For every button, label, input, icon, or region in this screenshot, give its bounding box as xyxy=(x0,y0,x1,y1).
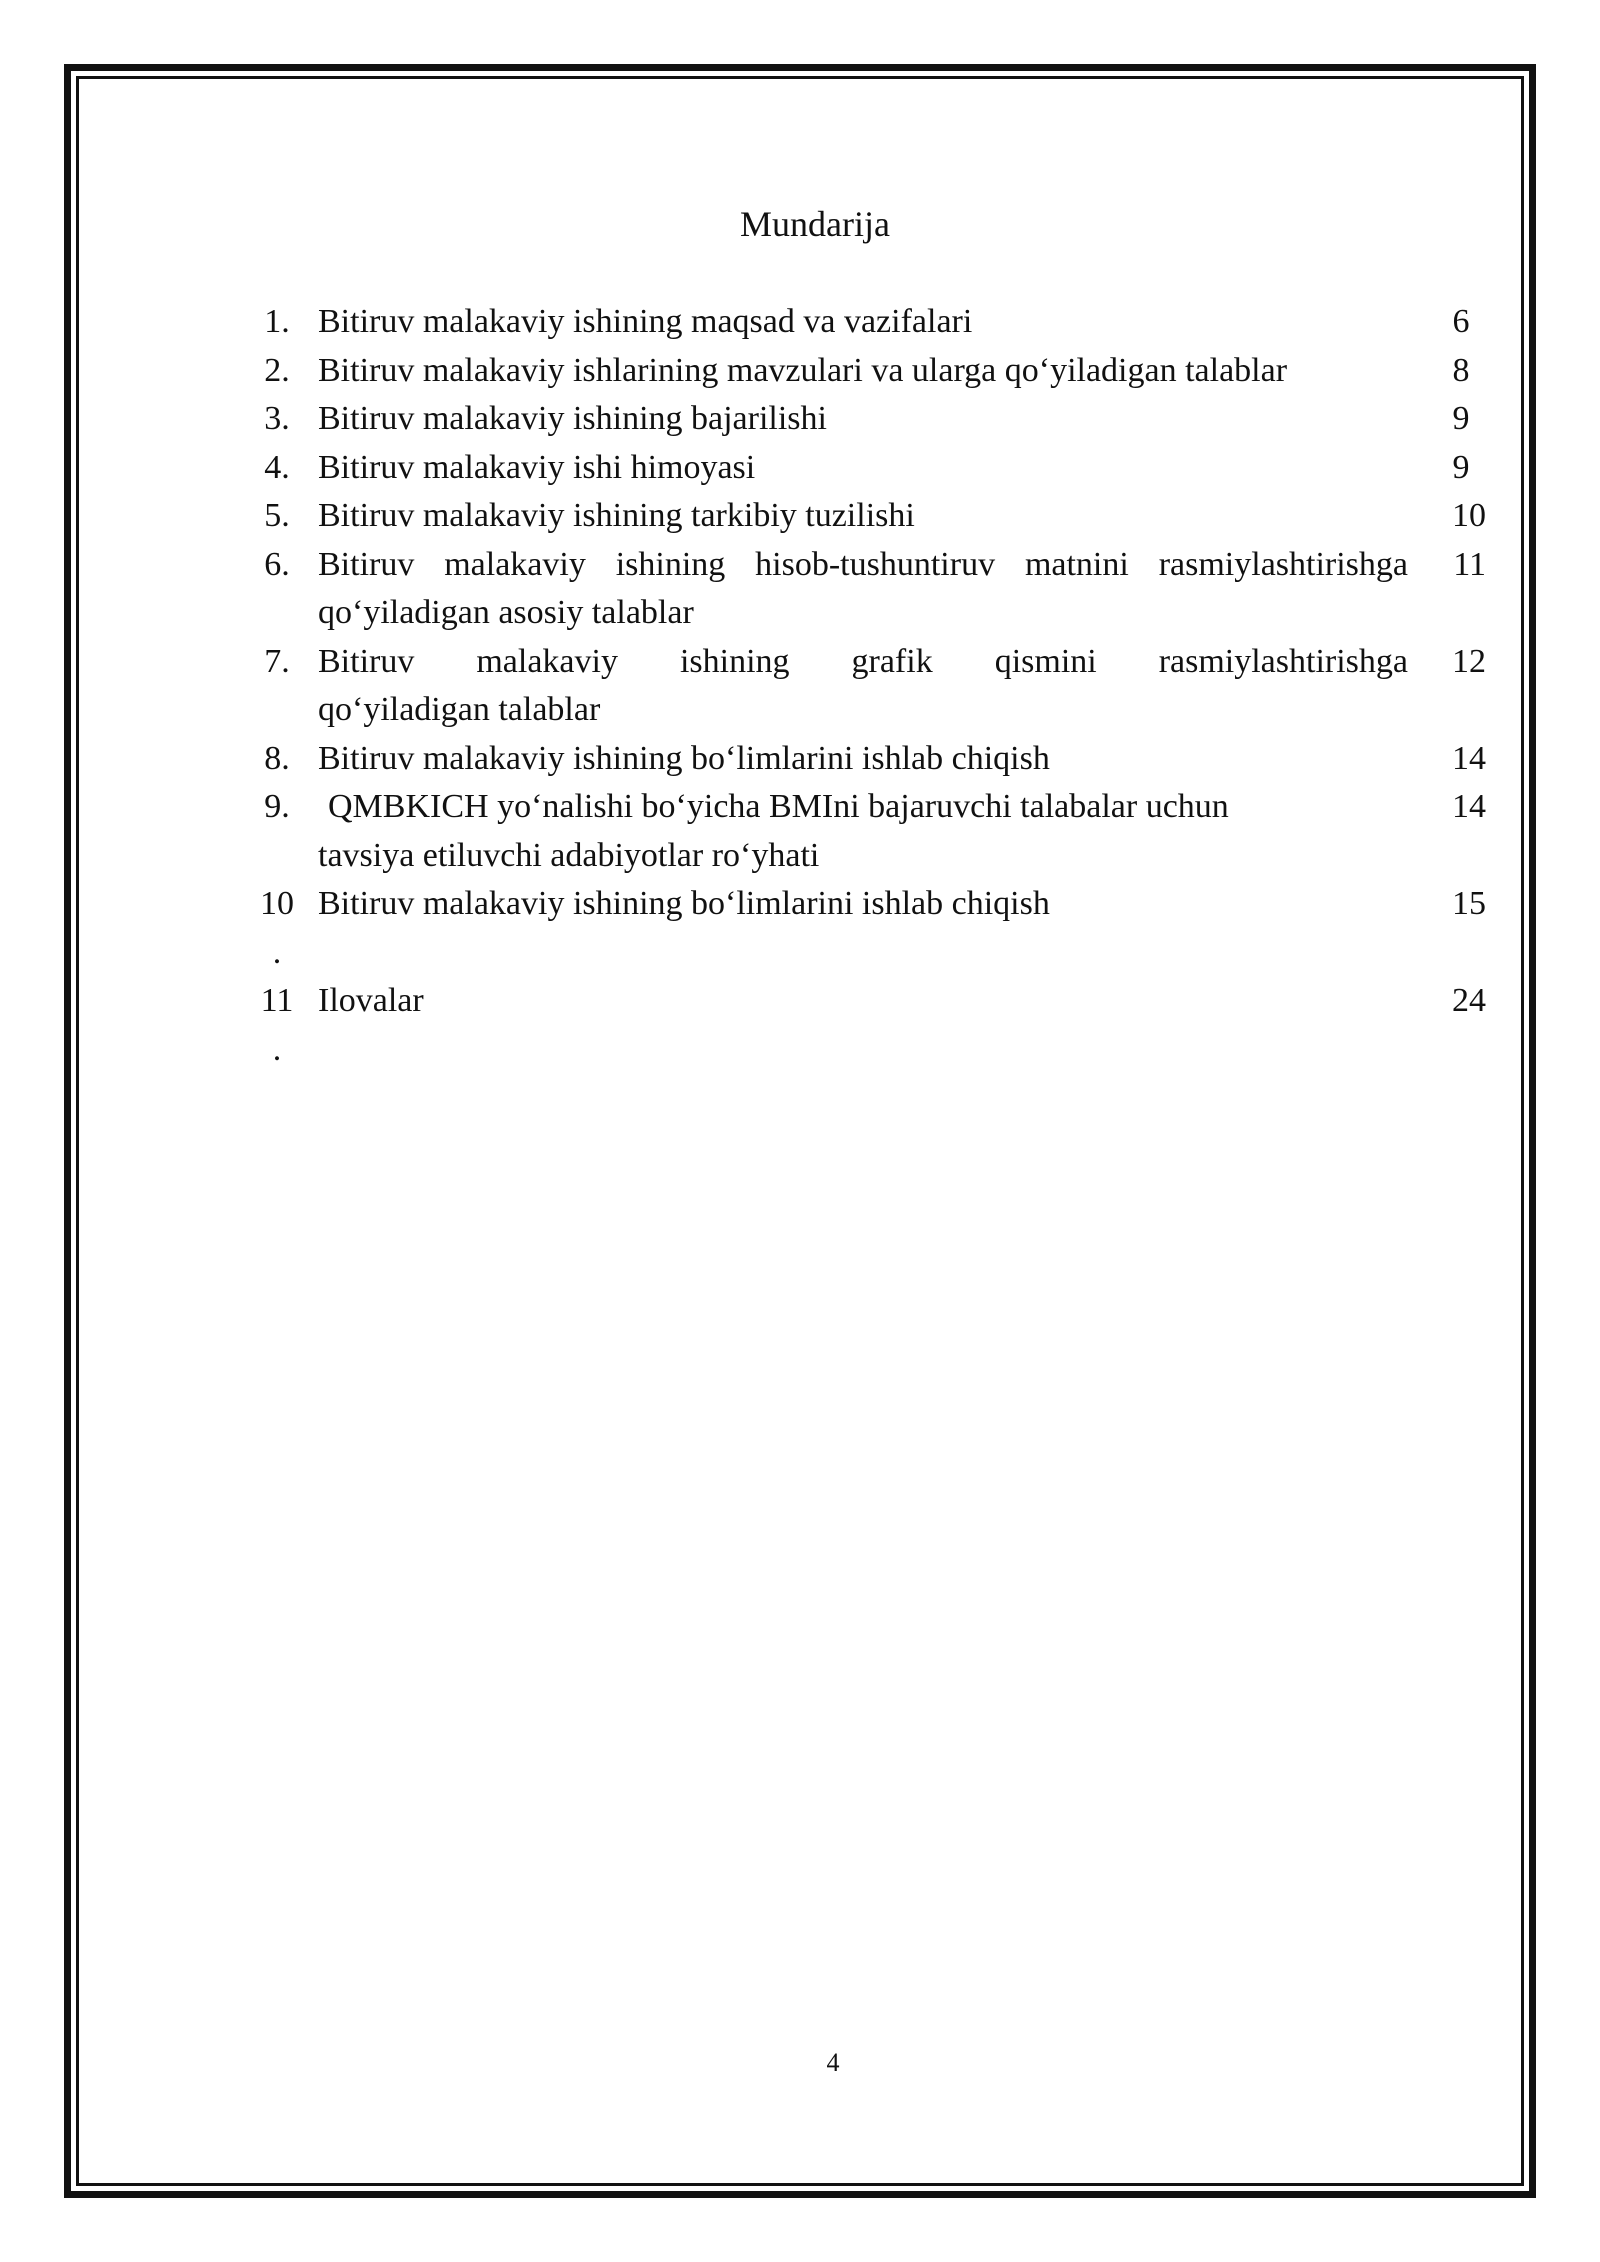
toc-item-page: 9 xyxy=(1452,448,1470,486)
toc-item-title: Bitiruv malakaviy ishining maqsad va vazifalari xyxy=(318,303,973,340)
toc-item[interactable] xyxy=(236,298,1486,347)
toc-item-title: Bitiruv malakaviy ishining bajarilishi xyxy=(318,400,827,437)
toc-item-page: 14 xyxy=(1452,739,1486,777)
toc-item[interactable] xyxy=(236,735,1486,784)
toc-item-number: 9. xyxy=(264,788,290,825)
toc-item-page: 12 xyxy=(1452,642,1486,680)
toc-item-page: 8 xyxy=(1452,351,1470,389)
toc-item-title: Bitiruv malakaviy ishining bo‘limlarini ishlab chiqish xyxy=(318,885,1050,922)
toc-item[interactable] xyxy=(236,395,1486,444)
toc-item[interactable] xyxy=(236,492,1486,541)
page-title: Mundarija xyxy=(740,204,890,244)
toc-item-page: 15 xyxy=(1452,885,1486,922)
toc-item-number: 3. xyxy=(264,400,290,437)
toc-item-number-line: . xyxy=(272,933,282,971)
toc-item-title: Bitiruv malakaviy ishining bo‘limlarini ishlab chiqish xyxy=(318,739,1050,777)
toc-item[interactable] xyxy=(236,783,1486,880)
toc-item[interactable] xyxy=(236,638,1486,735)
toc-item-title: Bitiruv malakaviy ishlarining mavzulari va ularga qo‘yiladigan talablar xyxy=(318,351,1288,389)
toc-item-number: 1. xyxy=(264,303,290,340)
toc-item-number: 7. xyxy=(264,642,290,680)
toc-item-title-line: Bitiruv malakaviy ishining grafik qismini rasmiylashtirishga xyxy=(318,642,1408,680)
toc-item-page: 14 xyxy=(1452,788,1486,825)
toc-item-title: Ilovalar xyxy=(318,982,424,1019)
toc-item-number: 8. xyxy=(264,739,290,777)
toc-item-number: 5. xyxy=(264,497,290,534)
toc-item-title xyxy=(318,783,1408,880)
toc-item-number xyxy=(236,880,318,977)
table-of-contents xyxy=(236,298,1486,1074)
toc-item[interactable] xyxy=(236,347,1486,396)
toc-item-title: Bitiruv malakaviy ishining tarkibiy tuzilishi xyxy=(318,497,915,534)
toc-item-page: 10 xyxy=(1452,497,1486,534)
toc-item[interactable] xyxy=(236,444,1486,493)
toc-item[interactable] xyxy=(236,977,1486,1074)
toc-item-title-line: QMBKICH yo‘nalishi bo‘yicha BMIni bajaruvchi talabalar uchun xyxy=(328,788,1229,825)
toc-item[interactable] xyxy=(236,880,1486,977)
toc-item-number-line: 10 xyxy=(260,885,294,922)
toc-item-page: 6 xyxy=(1452,303,1470,340)
toc-item-number: 6. xyxy=(264,545,290,583)
toc-item-number-line: . xyxy=(272,1030,282,1068)
toc-item[interactable] xyxy=(236,541,1486,638)
toc-item-title-line: tavsiya etiluvchi adabiyotlar ro‘yhati xyxy=(318,836,820,874)
toc-item-title-line: qo‘yiladigan talablar xyxy=(318,691,601,728)
toc-item-number: 2. xyxy=(264,351,290,389)
toc-item-title xyxy=(318,638,1408,735)
toc-item-number: 4. xyxy=(264,448,290,486)
toc-item-number-line: 11 xyxy=(260,982,294,1019)
toc-item-title: Bitiruv malakaviy ishining hisob-tushuntiruv matnini rasmiylashtirishga qo‘yiladigan asosiy talablar xyxy=(318,545,1408,631)
toc-item-page: 11 xyxy=(1453,545,1486,583)
toc-item-title: Bitiruv malakaviy ishi himoyasi xyxy=(318,448,756,486)
page-number: 4 xyxy=(826,2048,840,2077)
toc-item-number xyxy=(236,977,318,1074)
toc-item-page: 24 xyxy=(1452,982,1486,1019)
toc-item-page: 9 xyxy=(1452,400,1470,437)
